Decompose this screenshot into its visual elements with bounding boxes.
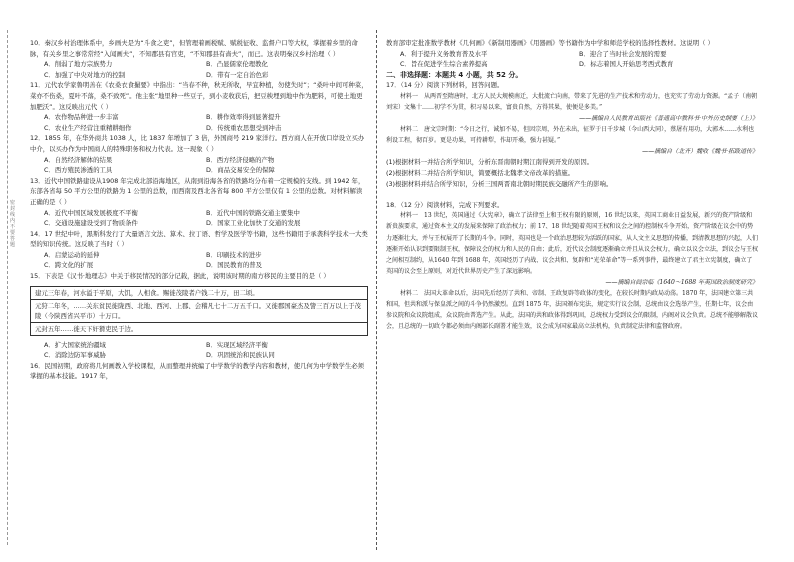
material-source: ——摘编自人民教育出版社《普通高中教科书·中外历史纲要（上）》 [579,115,758,123]
option-b: B．凸显儒家伦理教化 [206,60,268,69]
material-source: ——摘编自（北齐）魏收《魏书·拓跋道传》 [642,148,758,156]
section-title: 二、非选择题：本题共 4 小题，共 52 分。 [386,70,523,79]
question-18 [386,200,758,333]
table-row: 元封五年……徙天下奸猾吏民于边。 [35,324,138,333]
material-1: 材料一 从两晋至隋唐时，北方人民大规模南迁，大批流亡向南，带来了先进的生产技术和劳动力，也充实了劳动力资源。“孟子（南朝刘宋）文集十……初学不为贯，积习易以来，富贵自然，方得其果，使便是多美。” [386,92,758,112]
table-row: 建元三年春，河水溢于平原，大饥，人相食。赐徙茂陵者户钱二十万，田二顷。 [31,287,367,300]
left-column [30,38,368,382]
option-a: A．农作物品种进一步丰富 [44,113,119,122]
question-stem-continued: 教育部审定批准数学教材《几何画》《新制用器画》《用器画》等书籍作为中学和师范学校的选择性教材。这说明（ ） [386,39,714,47]
question-stem: 15．下表是《汉书·地理志》中关于移民情况的部分记载，据此，说明该时期的南方移民的主要目的是（ ） [30,272,330,281]
question-stem: 18．（12 分）阅读材料，完成下列要求。 [386,200,504,209]
question-17 [386,80,758,189]
binding-margin-line [7,30,8,545]
source-table [30,286,368,336]
question-10 [30,38,368,80]
option-b: B．实现区域经济平衡 [206,340,268,349]
question-16 [30,361,368,382]
option-b: B．印刷技术的进步 [206,250,262,259]
sub-question-1: (1)根据材料一并结合所学知识，分析东晋南朝时期江南得到开发的原因。 [386,158,594,167]
option-c: C．加强了中央对地方的控制 [44,70,126,79]
question-12 [30,133,368,175]
option-a: A．近代中国区域发展极度不平衡 [44,208,138,217]
question-stem: 10．秦汉乡村治理体系中，乡画夫是为“斗食之吏”，但管理着画税赋、赋税征收、监督户口等大权，掌握着乡里的命脉，有关乡里之事常常经“入闻画夫”，不知郡县有官吏，“不知郡县有啬夫”，而已。这表明秦汉乡村治理（ ） [30,39,358,58]
question-stem: 12．1855 年，在华外商共 1038 人，比 1837 年增加了 3 倍，外国商号 219 家洋行。西方商人在开放口岸设立买办中介，以买办作为中国商人的特殊职务和权力代表。这一现象（ ） [30,134,365,153]
option-a: A．启蒙运动的延伸 [44,250,100,259]
question-stem: 14．17 世纪中叶，黑斯科发行了大量语言文法、算术、拉丁语、哲学及医学等书籍，这些书籍用于承袭科学技术一大类型的知识传统。这反映了当时（ ） [30,229,368,249]
option-c: C．农业生产经营注重精耕细作 [44,123,132,132]
option-b: B．耕作效率得到显著提升 [206,113,281,122]
option-c: C．西方殖民渗透的工具 [44,166,113,175]
option-b: B．近代中国的铁路交通主要集中 [206,208,300,217]
right-column [386,38,758,332]
option-a: A．自然经济解体的结果 [44,155,113,164]
option-c: C．交通设施建设受到了物质条件 [44,219,138,228]
question-16-continued [386,38,758,70]
question-15 [30,271,368,361]
option-d: D．国家工业化加快了交通的发展 [206,219,301,228]
material-source: ——摘编自阎宗临《1640～1688 年英国政治制度研究》 [605,278,758,286]
option-b: B．西方经济侵略的产物 [206,155,275,164]
option-d: D．商品交易安全的保障 [206,166,275,175]
question-stem: 13．近代中国铁路建设从1908 年完成北部沿海地区，从南到沿海各省的铁路均分布着一定规模的支线。到 1942 年，东部各省每 50 平方公里的铁路为 1 公里的总数，而西南及西北各省每 800 平方公里仅有 1 公里的总数。对材料解读正确的是（ ） [30,176,365,206]
option-c: C．跨文化的扩展 [44,261,94,270]
question-14 [30,229,368,271]
question-13 [30,176,368,229]
material-1: 材料一 13 世纪，英国通过《大宪章》，确立了法律至上和王权有限的原则，16 世纪以来，英国工商业日益发展，新兴的资产阶级和新贵族要求，通过资本主义的发展来保障了政治权力；前 17、18 世纪随着英国王权和议会之间的控制权斗争开始，资产阶级在议会中的势力逐渐壮大，并与王权展开了长期的斗争。同时，英国也是一个政治思想较为活跃的国家，从人文主义思想的传播，到清教思想的兴起，人们逐渐开始认识到要限制王权，保障议会的权力和人民的自由；此后，近代议会制度逐渐确立并且从议会权力，确立以议会立法，到议会与王权之间相互制约，从1640 年到 1688 年，英国经历了内战、议会共和、复辟和“光荣革命”等一系列事件，最终建立了君主立宪制度，确立了英国的议会至上原则，对近代世界历史产生了深远影响。 [386,212,759,275]
sub-question-2: (2)根据材料二并结合所学知识，简要概括北魏孝文帝改革的措施。 [386,168,574,177]
question-stem: 11．元代农学家鲁明善在《农桑衣食撮要》中指出：“当春不种，秋无所收，早宜种植，勿使失时”；“桑叶中间可种菜，菜亦不伤桑，夏叶不落，桑不致死”。他主张“地里种一些豆子，到小麦收获后，把豆秧埋到地中作为肥料，可使土地更加肥沃”。这反映出元代（ ） [30,81,368,111]
option-d: D．标志着国人开始思考西式教育 [579,60,674,69]
column-divider [376,30,377,550]
option-c: C．旨在促进学生综合素养提高 [400,60,488,69]
option-a: A．利于提升义务教育普及水平 [400,49,488,58]
option-c: C．消除边防军事威胁 [44,351,106,360]
option-d: D．传统重农思想受到冲击 [206,123,282,132]
material-2: 材料二 法国大革命以后，法国先后经历了共和、帝制、王政复辟等政体的变化，在较长时期内政局动荡。1870 年，法国建立第三共和国，但共和派与保皇派之间的斗争仍然激烈。直到 1875 年，法国颁布宪法，规定实行议会制，总统由议会选举产生，任期七年，议会由参议院和众议院组成，众议院由普选产生。从此，法国的共和政体得到巩固，总统权力受到议会的限制，内阁对议会负责。总统不能够解散议会，且总统的一切政令都必须由内阁部长副署才能生效，议会成为国家最高立法机构，负责制定法律和监督政府。 [386,289,759,331]
question-stem: 17．（14 分）阅读下列材料，回答问题。 [386,81,504,90]
option-d: D．国民教育的普及 [206,261,263,270]
option-d: D．带有一定自治色彩 [206,70,269,79]
option-a: A．扩大国家统治疆域 [44,340,106,349]
table-row: 元狩二年冬，……关东贫民徙陇西、北地、西河、上郡、会稽凡七十二万五千口。又徙郡国豪杰及訾三百万以上于茂陵（今陕西省兴平市）十万口。 [31,300,367,323]
material-2: 材料二 唐文宗时期：“今日之行，诚加不易，但因宗周，外在未出，征罗于日千步城（今山西大同），蔡屠有用功，大郭木……水利也利设工程，彻百岁。更是功果，可持耕犁，作却开桑，强力甚疑。” [386,126,755,145]
option-a: A．削弱了地方宗族势力 [44,60,113,69]
sub-question-3: (3)根据材料并结合所学知识，分析三国两晋南北朝时期民族交融所产生的影响。 [386,179,613,188]
binding-margin-text: 密 封 线 内 不 要 答 题 [10,200,16,248]
question-11 [30,80,368,133]
question-stem: 16．民国初期，政府将几何画教入学校课程，从而整理并统编了中学数学的教学内容和教材，使几何为中学数学生必须掌握的基本技能。1917 年， [30,361,365,381]
option-b: B．迎合了当时社会发展的需要 [579,49,667,58]
option-d: D．巩固统治和民族认同 [206,351,275,360]
